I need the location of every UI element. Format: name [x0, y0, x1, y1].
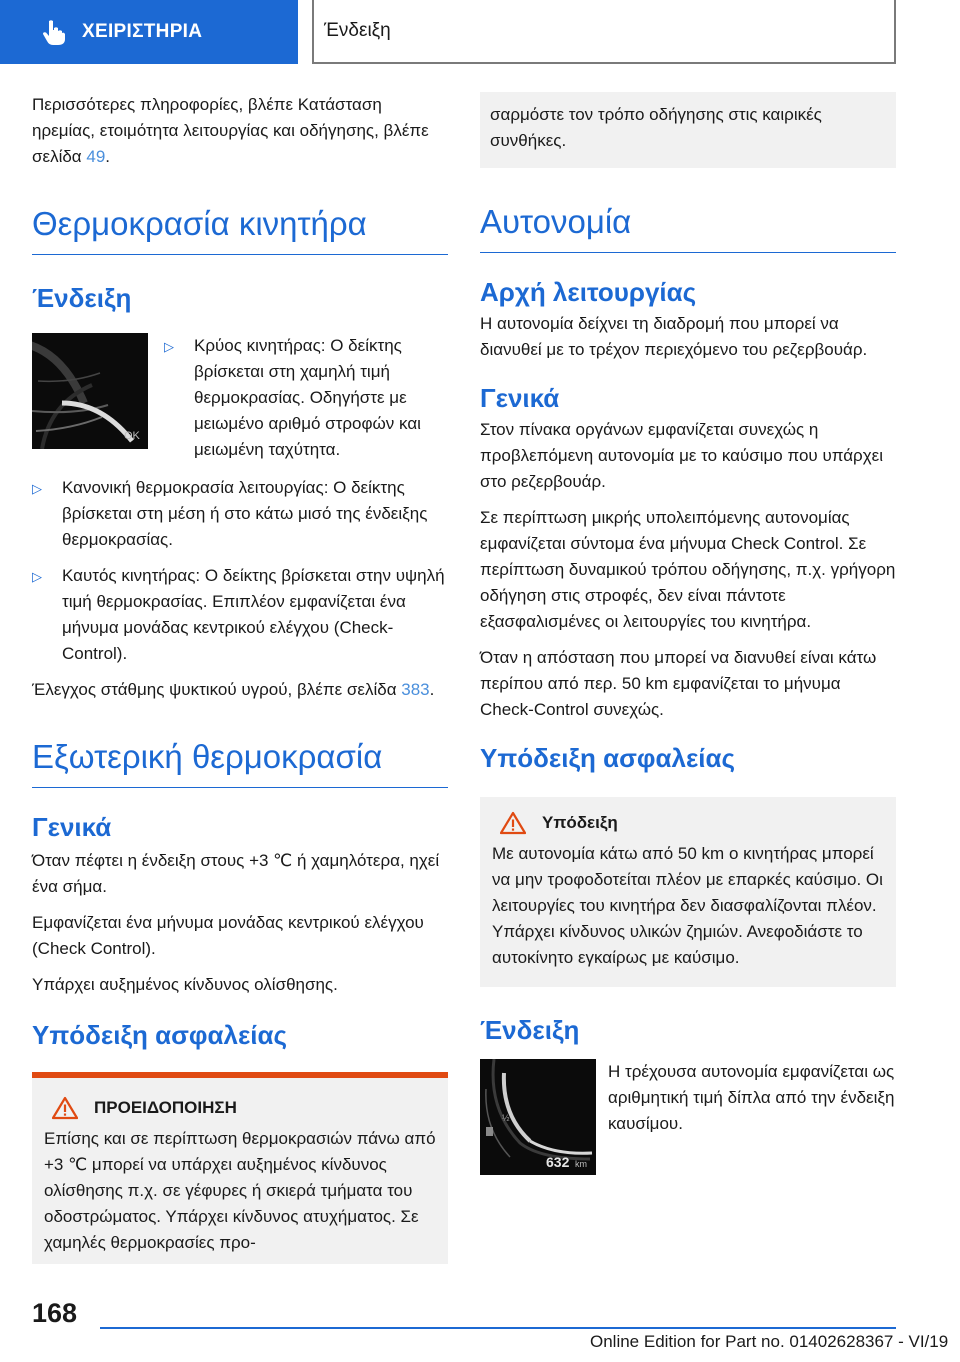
warning-triangle-icon [52, 1096, 78, 1120]
list-item-cold: ▷ Κρύος κινητήρας: Ο δείκτης βρίσκεται στη χαμηλή τιμή θερμοκρασίας. Οδηγήστε με μειωμένο αριθμό στροφών και μειωμένη ταχύτητα. [164, 333, 448, 463]
principle-paragraph: Η αυτονομία δείχνει τη διαδρομή που μπορεί να διανυθεί με το τρέχον περιεχόμενο του ρεζερβουάρ. [480, 314, 868, 359]
triangle-bullet-icon: ▷ [32, 569, 42, 584]
principle-heading: Αρχή λειτουργίας [480, 277, 697, 307]
page-header [0, 0, 960, 64]
outside-paragraph-3: Υπάρχει αυξημένος κίνδυνος ολίσθησης. [32, 975, 338, 994]
gauge-range-value: 632 [546, 1154, 570, 1170]
engine-temp-gauge-image [32, 333, 148, 449]
gauge-half-label: ½ [502, 1113, 510, 1123]
range-display-row [480, 1059, 896, 1175]
left-safety-heading: Υπόδειξη ασφαλείας [32, 1020, 288, 1050]
engine-display-heading: Ένδειξη [32, 283, 132, 313]
manual-tab-label: ΧΕΙΡΙΣΤΗΡΙΑ [82, 21, 203, 42]
list-item-normal: ▷ Κανονική θερμοκρασία λειτουργίας: Ο δείκτης βρίσκεται στη μέση ή στο κάτω μισό της ένδειξης θερμοκρασίας. [32, 475, 448, 553]
footer-edition-text: Online Edition for Part no. 01402628367 - VI/19 [590, 1332, 949, 1351]
range-paragraph-3: Όταν η απόσταση που μπορεί να διανυθεί είναι κάτω περίπου από περ. 50 km εμφανίζεται το μήνυμα Check-Control συνεχώς. [480, 648, 877, 719]
footer-divider [100, 1327, 896, 1329]
cold-bullet-list [164, 333, 448, 473]
page-link-383[interactable]: 383 [401, 680, 430, 699]
list-item-hot: ▷ Καυτός κινητήρας: Ο δείκτης βρίσκεται στην υψηλή τιμή θερμοκρασίας. Επιπλέον εμφανίζεται ένα μήνυμα μονάδας κεντρικού ελέγχου (Check-Control). [32, 563, 448, 667]
fuel-pump-icon [486, 1127, 493, 1136]
warning-box [32, 1072, 448, 1264]
hand-pointer-icon [40, 18, 68, 46]
range-display-heading: Ένδειξη [480, 1015, 580, 1045]
gauge-range-unit: km [575, 1159, 587, 1169]
current-section-tab [312, 0, 896, 64]
temp-bullet-list [32, 475, 448, 667]
page-number: 168 [32, 1298, 78, 1328]
continued-warning-box [480, 92, 896, 168]
left-column [32, 92, 448, 1264]
note-text: Με αυτονομία κάτω από 50 km ο κινητήρας μπορεί να μην τροφοδοτείται πλέον με επαρκές καύσιμο. Οι λειτουργίες του κινητήρα δεν διασφαλίζονται πλέον. Υπάρχει κίνδυνος υλικών ζημιών. Ανεφοδιάστε το αυτοκίνητο εγκαίρως με καύσιμο. [492, 844, 883, 967]
section-tab-label: Ένδειξη [324, 20, 391, 41]
range-paragraph-1: Στον πίνακα οργάνων εμφανίζεται συνεχώς η προβλεπόμενη αυτονομία με το καύσιμο που υπάρχει στο ρεζερβουάρ. [480, 420, 884, 491]
coolant-paragraph: Έλεγχος στάθμης ψυκτικού υγρού, βλέπε σελίδα 383. [32, 680, 435, 699]
gauge-ok-label: OK [124, 430, 140, 442]
triangle-bullet-icon: ▷ [164, 339, 174, 354]
range-display-text: Η τρέχουσα αυτονομία εμφανίζεται ως αριθμητική τιμή δίπλα από την ένδειξη καυσίμου. [608, 1062, 895, 1133]
warning-text: Επίσης και σε περίπτωση θερμοκρασιών πάνω από +3 ℃ μπορεί να υπάρχει αυξημένος κίνδυνος ολίσθησης π.χ. σε γέφυρες ή σκιερά τμήματα του οδοστρώματος. Υπάρχει κίνδυνος ατυχήματος. Σε χαμηλές θερμοκρασίες προ- [44, 1129, 436, 1252]
outside-general-heading: Γενικά [32, 812, 112, 842]
outside-paragraph-1: Όταν πέφτει η ένδειξη στους +3 ℃ ή χαμηλότερα, ηχεί ένα σήμα. [32, 851, 440, 896]
intro-paragraph: Περισσότερες πληροφορίες, βλέπε Κατάσταση ηρεμίας, ετοιμότητα λειτουργίας και οδήγησης, βλέπε σελίδα 49. [32, 95, 429, 166]
right-safety-heading: Υπόδειξη ασφαλείας [480, 743, 736, 773]
outside-temp-heading: Εξωτερική θερμοκρασία [32, 737, 448, 788]
note-box [480, 797, 896, 987]
page-link-49[interactable]: 49 [86, 147, 106, 166]
continued-warning-text: σαρμόστε τον τρόπο οδήγησης στις καιρικές συνθήκες. [490, 105, 822, 150]
engine-temp-heading: Θερμοκρασία κινητήρα [32, 204, 448, 255]
manual-section-tab[interactable] [0, 0, 298, 64]
warning-title: ΠΡΟΕΙΔΟΠΟΙΗΣΗ [94, 1098, 237, 1117]
warning-triangle-icon [500, 811, 526, 835]
range-paragraph-2: Σε περίπτωση μικρής υπολειπόμενης αυτονομίας εμφανίζεται σύντομα ένα μήνυμα Check Control. Σε περίπτωση δυναμικού τρόπου οδήγησης, π.χ. γρήγορη οδήγηση στις στροφές, δεν είναι πάντοτε εξασφαλισμένες οι λειτουργίες του κινητήρα. [480, 508, 896, 631]
engine-gauge-row [32, 333, 448, 473]
right-column [480, 92, 896, 1175]
range-general-heading: Γενικά [480, 383, 560, 413]
outside-paragraph-2: Εμφανίζεται ένα μήνυμα μονάδας κεντρικού ελέγχου (Check Control). [32, 913, 424, 958]
triangle-bullet-icon: ▷ [32, 481, 42, 496]
note-title: Υπόδειξη [542, 813, 618, 832]
range-heading: Αυτονομία [480, 202, 896, 253]
fuel-range-gauge-image [480, 1059, 596, 1175]
